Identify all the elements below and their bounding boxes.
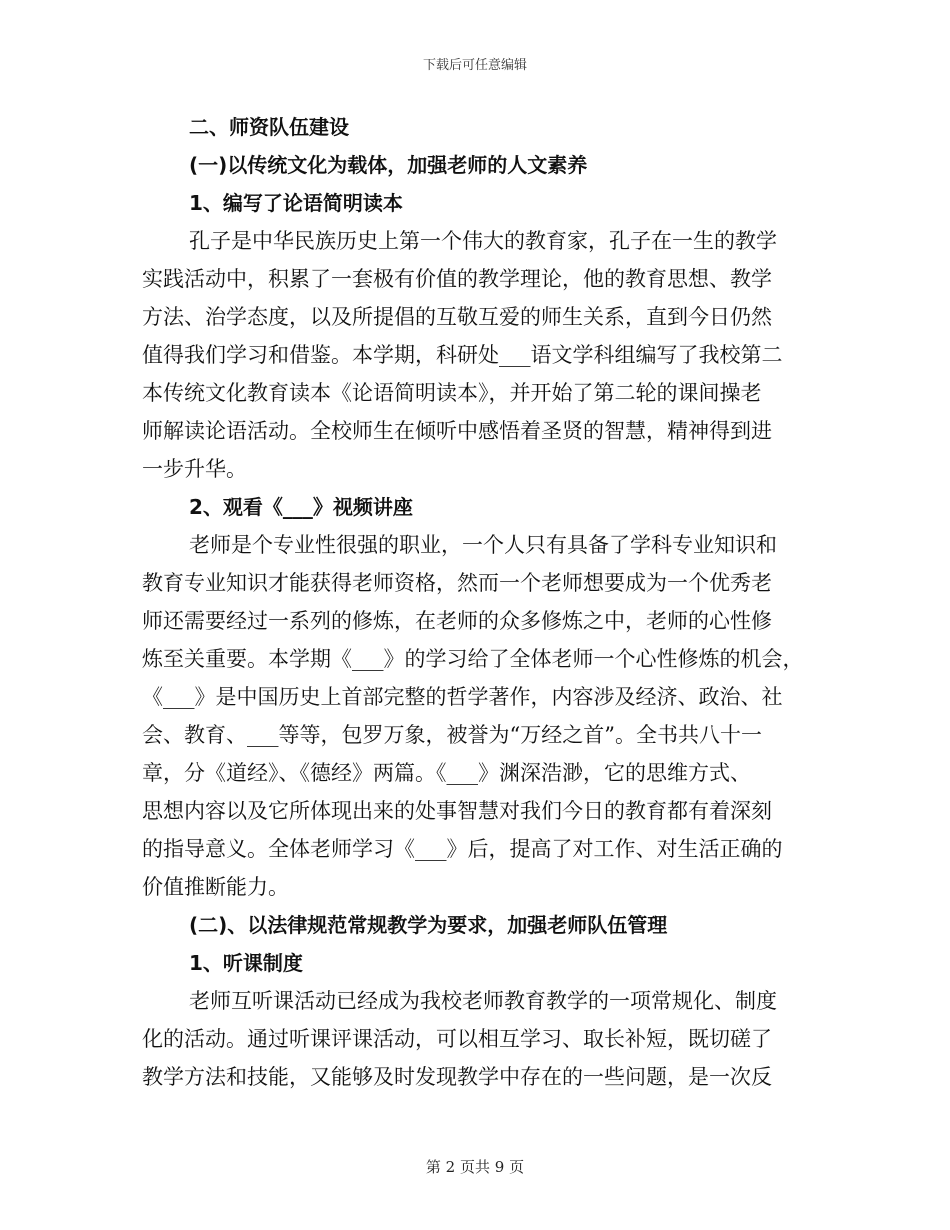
page-footer: 第 2 页共 9 页 [425,1158,525,1176]
paragraph-line: 孔子是中华民族历史上第一个伟大的教育家，孔子在一生的教学 [189,229,777,253]
paragraph-line: 一步升华。 [142,457,247,481]
paragraph-line: 炼至关重要。本学期《___》的学习给了全体老师一个心性修炼的机会， [142,647,804,671]
paragraph-line: 思想内容以及它所体现出来的处事智慧对我们今日的教育都有着深刻 [142,799,772,823]
section-title: 二、师资队伍建设 [189,115,349,139]
paragraph-line: 的指导意义。全体老师学习《___》后，提高了对工作、对生活正确的 [142,837,783,861]
paragraph-line: 化的活动。通过听课评课活动，可以相互学习、取长补短，既切磋了 [142,1027,772,1051]
item-title: 2、观看《___》视频讲座 [189,495,413,519]
paragraph-line: 《___》是中国历史上首部完整的哲学著作，内容涉及经济、政治、社 [142,685,783,709]
document-body [142,108,812,1096]
paragraph-line: 章，分《道经》、《德经》两篇。《___》渊深浩渺，它的思维方式、 [142,761,751,785]
paragraph [142,526,812,906]
paragraph-line: 师解读论语活动。全校师生在倾听中感悟着圣贤的智慧，精神得到进 [142,419,772,443]
paragraph-line: 价值推断能力。 [142,875,289,899]
paragraph-line: 老师是个专业性很强的职业，一个人只有具备了学科专业知识和 [189,533,777,557]
paragraph [142,982,812,1096]
paragraph-line: 值得我们学习和借鉴。本学期，科研处___语文学科组编写了我校第二 [142,343,783,367]
subsection-title: (二)、以法律规范常规教学为要求，加强老师队伍管理 [189,913,668,937]
header-note: 下载后可任意编辑 [422,58,527,73]
paragraph-line: 师还需要经过一系列的修炼，在老师的众多修炼之中，老师的心性修 [142,609,772,633]
paragraph-line: 教学方法和技能，又能够及时发现教学中存在的一些问题，是一次反 [142,1065,772,1089]
paragraph-line: 方法、治学态度，以及所提倡的互敬互爱的师生关系，直到今日仍然 [142,305,772,329]
item-title: 1、编写了论语简明读本 [189,191,403,215]
paragraph-line: 实践活动中，积累了一套极有价值的教学理论，他的教育思想、教学 [142,267,772,291]
paragraph-line: 会、教育、___等等，包罗万象，被誉为“万经之首”。全书共八十一 [142,723,762,747]
item-title: 1、听课制度 [189,951,303,975]
paragraph-line: 老师互听课活动已经成为我校老师教育教学的一项常规化、制度 [189,989,777,1013]
subsection-title: (一)以传统文化为载体，加强老师的人文素养 [189,153,588,177]
paragraph-line: 教育专业知识才能获得老师资格，然而一个老师想要成为一个优秀老 [142,571,772,595]
paragraph [142,222,812,488]
paragraph-line: 本传统文化教育读本《论语简明读本》，并开始了第二轮的课间操老 [142,381,762,405]
